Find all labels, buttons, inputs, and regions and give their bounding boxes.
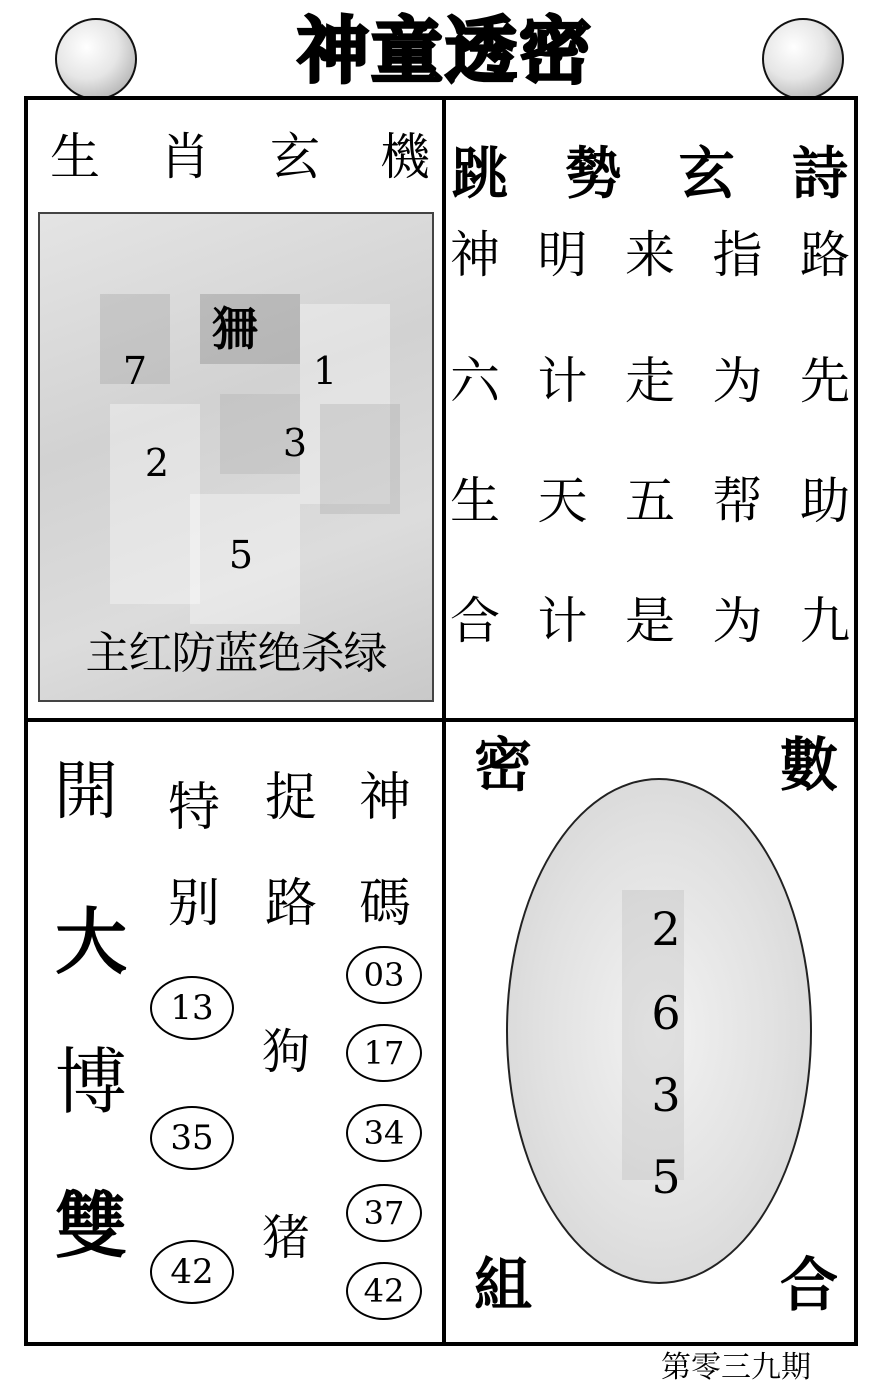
- code-number: 37: [346, 1184, 422, 1242]
- issue-label: 第零三九期: [661, 1350, 811, 1385]
- special-number: 42: [150, 1240, 234, 1304]
- zodiac-heading-char: 肖: [160, 128, 210, 186]
- horizontal-divider: [24, 718, 858, 722]
- poem-char: 走: [625, 352, 675, 410]
- poem-char: 天: [537, 472, 588, 530]
- secret-digit: 3: [651, 1068, 681, 1122]
- poem-heading: [452, 141, 848, 207]
- code-number: 03: [346, 946, 422, 1004]
- side-char: 開: [54, 755, 118, 829]
- secret-digit: 6: [651, 986, 681, 1040]
- special-number: 35: [150, 1106, 234, 1170]
- side-char: 博: [54, 1040, 127, 1124]
- zodiac-heading-char: 玄: [270, 128, 320, 186]
- poem-char: 计: [537, 592, 588, 650]
- poem-char: 先: [800, 352, 850, 410]
- poem-char: 六: [450, 352, 500, 410]
- road-animal: 狗: [261, 1024, 310, 1080]
- secret-digit: 5: [651, 1150, 681, 1204]
- road-header-char: 路: [264, 874, 317, 934]
- special-header-char: 别: [167, 874, 220, 934]
- poem-char: 来: [625, 226, 675, 284]
- poem-row: [450, 352, 850, 410]
- special-number: 13: [150, 976, 234, 1040]
- special-header-char: 特: [167, 778, 220, 838]
- side-char: 雙: [54, 1183, 127, 1268]
- code-number: 34: [346, 1104, 422, 1162]
- poem-heading-char: 詩: [791, 141, 848, 207]
- page-title: 神童透密: [296, 8, 593, 93]
- zodiac-footer: 主红防蓝绝杀绿: [85, 628, 387, 679]
- poem-char: 明: [537, 226, 588, 284]
- poem-char: 指: [712, 226, 763, 284]
- zodiac-number: 5: [228, 533, 254, 577]
- corner-char: 數: [779, 731, 838, 799]
- poem-char: 九: [800, 592, 850, 650]
- code-header-char: 碼: [358, 874, 411, 934]
- poem-char: 合: [450, 592, 500, 650]
- poem-char: 神: [450, 226, 500, 284]
- poem-heading-char: 玄: [678, 141, 735, 207]
- zodiac-number: 3: [282, 421, 308, 465]
- poem-row: [450, 472, 850, 530]
- right-orb-icon: [762, 18, 844, 100]
- poem-char: 帮: [712, 472, 763, 530]
- poem-row: [450, 592, 850, 650]
- zodiac-heading-char: 生: [50, 128, 100, 186]
- poem-char: 是: [625, 592, 675, 650]
- poem-char: 助: [800, 472, 850, 530]
- zodiac-heading-char: 機: [380, 128, 430, 186]
- corner-char: 密: [473, 731, 532, 799]
- code-number: 42: [346, 1262, 422, 1320]
- zodiac-heading: [50, 128, 430, 192]
- poem-char: 为: [712, 592, 763, 650]
- poem-char: 计: [537, 352, 588, 410]
- zodiac-animal: 狦: [212, 302, 258, 356]
- secret-digit: 2: [651, 902, 681, 956]
- zodiac-number: 2: [144, 441, 170, 485]
- left-orb-icon: [55, 18, 137, 100]
- road-animal: 猪: [261, 1210, 310, 1266]
- poem-char: 五: [625, 472, 675, 530]
- poem-heading-char: 勢: [565, 141, 622, 207]
- poem-char: 路: [800, 226, 850, 284]
- zodiac-number: 7: [122, 349, 148, 393]
- poem-heading-char: 跳: [452, 141, 508, 207]
- corner-char: 合: [779, 1251, 838, 1319]
- side-char: 大: [54, 899, 127, 984]
- poem-char: 为: [712, 352, 763, 410]
- corner-char: 組: [473, 1251, 532, 1319]
- code-header-char: 神: [358, 768, 411, 828]
- zodiac-number: 1: [312, 349, 338, 393]
- code-number: 17: [346, 1024, 422, 1082]
- poem-char: 生: [450, 472, 500, 530]
- road-header-char: 捉: [264, 768, 317, 828]
- poem-row: [450, 226, 850, 284]
